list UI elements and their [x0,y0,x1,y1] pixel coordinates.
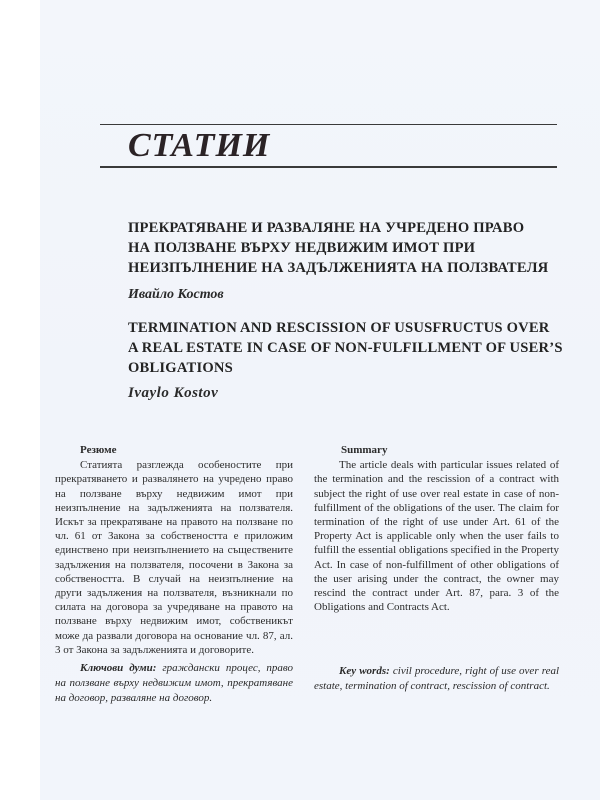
article-title-en-line: TERMINATION AND RESCISSION OF USUSFRUCTUS OVER [128,320,550,336]
keywords-en-text: civil procedure, right of use over real estate, termination of contract, rescission of contract. [314,665,560,692]
keywords-en [314,664,559,694]
article-title-en [128,318,568,378]
article-title-en-line: OBLIGATIONS [128,360,233,376]
article-title-bg-line: ПРЕКРАТЯВАНЕ И РАЗВАЛЯНЕ НА УЧРЕДЕНО ПРАВО [128,220,525,236]
abstract-bg-heading: Резюме [80,444,117,456]
abstract-bg-text: Статията разглежда особеностите при прекратяването и развалянето на учредено право на ползване върху недвижим имот при неизпълнение на задълженията на ползвателя. Искът за прекратяване на правото на ползване по чл. 61 от Закона за собствеността е приложим единствено при неизпълнението на съществените задължения на ползвателя, посочени в Закона за собствеността. В случай на неизпълнение на други задължения на ползвателя, възникнали по силата на договора за учредяване на правото на ползване върху недвижим имот, собственикът може да развали договора на основание чл. 87, ал. 3 от Закона за задълженията и договорите. [55,459,293,656]
abstract-en-heading: Summary [341,444,388,456]
author-en: Ivaylo Kostov [128,385,219,401]
abstract-en [314,443,559,614]
article-title-bg-line: НА ПОЛЗВАНЕ ВЪРХУ НЕДВИЖИМ ИМОТ ПРИ [128,240,476,256]
article-title-en-line: A REAL ESTATE IN CASE OF NON-FULFILLMENT OF USER’S [128,340,563,356]
keywords-bg [55,661,293,706]
article-title-bg-line: НЕИЗПЪЛНЕНИЕ НА ЗАДЪЛЖЕНИЯТА НА ПОЛЗВАТЕЛЯ [128,260,549,276]
keywords-en-label: Key words: [339,665,390,677]
section-title: СТАТИИ [128,127,271,164]
abstract-bg [55,443,293,657]
keywords-bg-text: граждански процес, право на ползване върху недвижим имот, прекратяване на договор, разваляне на договор. [55,662,293,704]
article-title-bg [128,218,568,278]
header-rule-bottom [100,166,557,168]
header-rule-top [100,124,557,125]
abstract-en-text: The article deals with particular issues related of the termination and the rescission of a contract with subject the right of use over real estate in case of non-fulfillment of the obligations of the user. The claim for termination of the right of use under Art. 61 of the Property Act is applicable only when the user fails to fulfill the essential obligations specified in the Property Act. In case of non-fulfillment of other obligations of the user arising under the contract, the owner may rescind the contract under Art. 87, para. 3 of the Obligations and Contracts Act. [314,459,559,614]
author-bg: Ивайло Костов [128,287,224,302]
keywords-bg-label: Ключови думи: [80,662,157,674]
